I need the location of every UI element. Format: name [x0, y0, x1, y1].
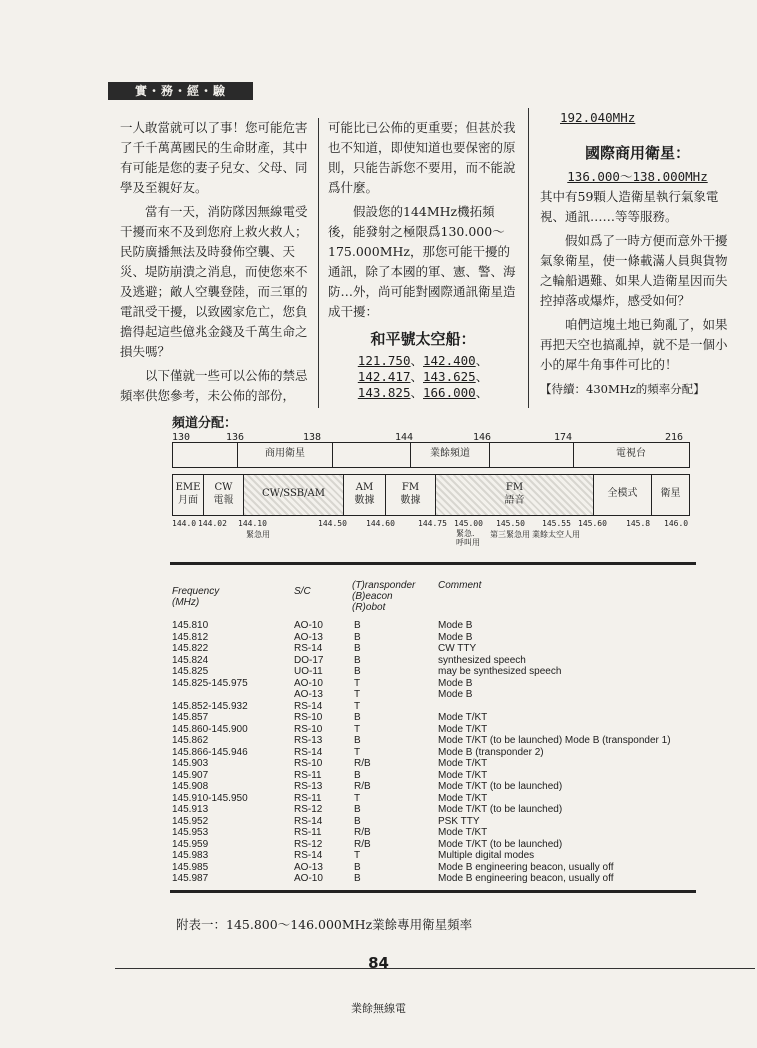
cell-frequency: 145.959 [172, 838, 209, 850]
band-allocation-diagram [168, 412, 693, 552]
cell-frequency: 145.860-145.900 [172, 723, 248, 735]
cell-type: R/B [354, 781, 371, 792]
paragraph: 假設您的144MHz機拓頻後，能發射之極限爲130.000～175.000MHz，那您可能干擾的通訊，除了本國的軍、憲、警、海防…外，尚可能對國際通訊衛星造成干擾： [328, 204, 516, 319]
band-segment: 衛星 [651, 475, 689, 515]
table-body [172, 620, 692, 885]
cell-frequency: 145.857 [172, 712, 209, 723]
band-segment: EME 月面 [175, 482, 201, 506]
freq: 121.750 [357, 353, 411, 368]
cell-type: R/B [354, 758, 371, 769]
table-row [172, 850, 692, 862]
cell-sc: RS-14 [294, 850, 323, 861]
cell-sc: RS-10 [294, 758, 323, 769]
cell-frequency: 145.983 [172, 850, 209, 861]
cell-type: B [354, 643, 361, 654]
cell-comment: Mode T/KT (to be launched) Mode B (transponder 1) [438, 735, 671, 746]
tick-label: 144.60 [366, 519, 395, 528]
cell-frequency: 145.862 [172, 735, 209, 746]
table-row [172, 712, 692, 724]
freq: 142.417 [357, 369, 411, 384]
table-row [172, 701, 692, 713]
cell-type: B [354, 804, 361, 815]
cell-sc: AO-13 [294, 861, 323, 873]
cell-frequency: 145.866-145.946 [172, 746, 248, 758]
band-note: 業餘太空人用 [532, 530, 580, 539]
band-segment: CW/SSB/AM [243, 475, 343, 515]
cell-type: T [354, 677, 361, 689]
cell-frequency: 145.825 [172, 666, 209, 677]
tick-label: 145.60 [578, 519, 607, 528]
cell-comment: CW TTY [438, 643, 477, 654]
cell-sc: RS-14 [294, 643, 323, 654]
cell-comment: Mode B engineering beacon, usually off [438, 861, 614, 873]
cell-sc: RS-11 [294, 769, 322, 781]
tick-label: 146.0 [664, 519, 689, 528]
cell-sc: RS-12 [294, 838, 323, 850]
continued-note: 【待續：430MHz的頻率分配】 [540, 382, 705, 396]
cell-comment: Mode B [438, 631, 473, 643]
cell-comment: Mode T/KT [438, 769, 488, 781]
cell-type: B [354, 666, 361, 677]
freq: 143.825 [357, 385, 411, 400]
header-sc: S/C [294, 586, 311, 597]
paragraph: 其中有59顆人造衛星執行氣象電視、通訊……等等服務。 [540, 189, 719, 224]
tick-label: 144 [395, 432, 414, 443]
cell-type: B [354, 769, 361, 781]
cell-comment: Mode T/KT [438, 827, 488, 838]
table-row [172, 804, 692, 816]
cell-comment: Mode B [438, 677, 473, 689]
cell-type: R/B [354, 827, 371, 838]
table-row [172, 747, 692, 759]
cell-type: B [354, 873, 361, 884]
cell-sc: RS-14 [294, 815, 323, 827]
band-note: 緊急用 [246, 530, 270, 539]
cell-sc: RS-11 [294, 792, 322, 804]
paragraph: 假如爲了一時方便而意外干擾氣象衛星，使一條載滿人員與貨物之輪船遇難、如果人造衛星因而失控掉落或爆炸，感受如何？ [540, 233, 728, 308]
cell-comment: Mode T/KT [438, 758, 488, 769]
header-tbr: (T)ransponder (B)eacon (R)obot [352, 580, 416, 613]
cell-comment: Mode B (transponder 2) [438, 746, 544, 758]
cell-sc: AO-10 [294, 620, 323, 631]
tick-label: 138 [303, 432, 322, 443]
cell-frequency: 145.822 [172, 643, 209, 654]
cell-comment: synthesized speech [438, 654, 526, 666]
cell-sc: RS-11 [294, 827, 322, 838]
cell-sc: AO-10 [294, 873, 323, 884]
column-3 [540, 108, 735, 399]
band-segment: CW 電報 [203, 475, 243, 515]
table-row [172, 873, 692, 885]
cell-type: B [354, 861, 361, 873]
tick-label: 145.55 [542, 519, 571, 528]
cell-frequency: 145.824 [172, 654, 209, 666]
table-row [172, 827, 692, 839]
cell-sc: UO-11 [294, 666, 323, 677]
table-row [172, 724, 692, 736]
tick-label: 136 [226, 432, 245, 443]
paragraph: 咱們這塊土地已夠亂了，如果再把天空也搞亂掉，就不是一個小小的犀牛角事件可比的！ [540, 317, 728, 372]
cell-sc: AO-13 [294, 631, 323, 643]
table-row [172, 793, 692, 805]
cell-type: T [354, 850, 361, 861]
cell-type: T [354, 792, 361, 804]
cell-frequency: 145.812 [172, 631, 209, 643]
cell-comment: Mode B [438, 689, 473, 700]
tick-label: 145.8 [626, 519, 651, 528]
cell-sc: RS-13 [294, 735, 323, 746]
cell-frequency: 145.903 [172, 758, 209, 769]
cell-type: T [354, 723, 361, 735]
section-tag: 實・務・經・驗 [108, 82, 253, 100]
band-segment: AM 數據 [343, 475, 385, 515]
cell-type: B [354, 654, 361, 666]
band-note: 緊急．呼叫用 [456, 529, 480, 547]
table-caption: 附表一：145.800～146.000MHz業餘專用衛星頻率 [176, 917, 473, 932]
cell-sc: AO-10 [294, 677, 323, 689]
column-divider [528, 108, 529, 408]
mir-frequencies: 121.750、142.400、 142.417、143.625、 143.825、166.000、 [357, 353, 489, 400]
paragraph: 以下僅就一些可以公佈的禁忌頻率供您參考，未公佈的部份， [120, 368, 308, 403]
tick-label: 145.00 [454, 519, 483, 528]
tick-label: 144.75 [418, 519, 447, 528]
cell-frequency: 145.825-145.975 [172, 677, 248, 689]
top-band-bar [172, 442, 690, 468]
cell-type: R/B [354, 838, 371, 850]
table-top-rule [170, 562, 696, 565]
cell-sc: RS-14 [294, 700, 323, 712]
tick-label: 144.02 [198, 519, 227, 528]
tick-label: 145.50 [496, 519, 525, 528]
cell-type: B [354, 815, 361, 827]
cell-type: B [354, 735, 361, 746]
cell-type: B [354, 712, 361, 723]
band-segment: 電視台 [573, 443, 688, 467]
cell-type: T [354, 700, 361, 712]
band-segment: 全模式 [593, 475, 651, 515]
cell-sc: RS-12 [294, 804, 323, 815]
column-1 [120, 118, 310, 410]
cell-frequency: 145.908 [172, 781, 209, 792]
table-row [172, 643, 692, 655]
header-comment: Comment [438, 580, 482, 591]
tick-label: 174 [554, 432, 573, 443]
cell-comment: Mode T/KT (to be launched) [438, 838, 563, 850]
cell-type: T [354, 689, 361, 700]
paragraph: 一人敢當就可以了事！您可能危害了千千萬萬國民的生命財產，其中有可能是您的妻子兒女、父母、同學及至親好友。 [120, 120, 308, 195]
paragraph: 可能比已公佈的更重要；但甚於我也不知道，即使知道也要保密的原則，只能告訴您不要用，而不能說爲什麼。 [328, 120, 516, 195]
cell-comment: Mode T/KT [438, 712, 488, 723]
band-segment: FM 語音 [435, 475, 593, 515]
band-segment: 商用衛星 [237, 443, 332, 467]
table-row [172, 735, 692, 747]
table-bottom-rule [170, 890, 696, 893]
cell-comment: may be synthesized speech [438, 666, 562, 677]
cell-sc: DO-17 [294, 654, 324, 666]
intl-range: 136.000～138.000MHz [567, 169, 708, 184]
cell-type: B [354, 620, 361, 631]
magazine-name: 業餘無線電 [351, 1002, 406, 1015]
cell-frequency: 145.953 [172, 827, 209, 838]
table-row [172, 839, 692, 851]
header-frequency: Frequency (MHz) [172, 586, 220, 608]
cell-comment: Multiple digital modes [438, 850, 535, 861]
column-2 [328, 118, 518, 401]
cell-frequency: 145.852-145.932 [172, 700, 248, 712]
table-row [172, 816, 692, 828]
table-row [172, 689, 692, 701]
table-row [172, 678, 692, 690]
tick-label: 216 [665, 432, 684, 443]
paragraph: 當有一天，消防隊因無線電受干擾而來不及到您府上救火救人；民防廣播無法及時發佈空襲、天災、堤防崩潰之消息，而使您來不及逃避；敵人空襲登陸，而三軍的電訊受干擾，以致國家危亡，您負擔得起這些億兆金錢及千萬生命之損失嗎？ [120, 204, 308, 359]
freq: 166.000 [423, 385, 476, 400]
cell-frequency: 145.907 [172, 769, 209, 781]
table-row [172, 758, 692, 770]
tick-label: 130 [172, 432, 191, 443]
band-segment: 業餘頻道 [410, 443, 490, 467]
cell-sc: RS-13 [294, 781, 323, 792]
freq: 143.625 [423, 369, 476, 384]
cell-comment: Mode B [438, 620, 473, 631]
tick-label: 146 [473, 432, 492, 443]
diagram-title: 頻道分配： [172, 416, 238, 431]
top-frequency: 192.040MHz [560, 110, 636, 125]
cell-comment: Mode T/KT (to be launched) [438, 804, 563, 815]
table-row [172, 620, 692, 632]
cell-frequency: 145.913 [172, 804, 209, 815]
cell-comment: PSK TTY [438, 815, 480, 827]
cell-frequency: 145.952 [172, 815, 209, 827]
table-row [172, 770, 692, 782]
cell-frequency: 145.987 [172, 873, 209, 884]
band-note: 第三緊急用 [490, 530, 530, 539]
cell-type: B [354, 631, 361, 643]
cell-comment: Mode T/KT [438, 723, 488, 735]
mir-title: 和平號太空船： [370, 330, 476, 348]
cell-sc: RS-10 [294, 712, 323, 723]
freq: 142.400 [423, 353, 476, 368]
intl-title: 國際商用衛星： [584, 144, 690, 162]
cell-comment: Mode T/KT [438, 792, 488, 804]
table-row [172, 655, 692, 667]
cell-type: T [354, 746, 361, 758]
cell-comment: Mode T/KT (to be launched) [438, 781, 563, 792]
tick-label: 144.10 [238, 519, 267, 528]
table-row [172, 862, 692, 874]
table-row [172, 781, 692, 793]
cell-frequency: 145.985 [172, 861, 209, 873]
bottom-band-bar [172, 474, 690, 516]
cell-sc: AO-13 [294, 689, 323, 700]
tick-label: 144.50 [318, 519, 347, 528]
table-row [172, 632, 692, 644]
table-row [172, 666, 692, 678]
cell-sc: RS-10 [294, 723, 323, 735]
cell-frequency: 145.810 [172, 620, 209, 631]
band-segment: FM 數據 [385, 475, 435, 515]
cell-comment: Mode B engineering beacon, usually off [438, 873, 614, 884]
column-divider [318, 118, 319, 408]
tick-label: 144.0 [172, 519, 197, 528]
cell-sc: RS-14 [294, 746, 323, 758]
cell-frequency: 145.910-145.950 [172, 792, 248, 804]
page-number: 84 [368, 954, 389, 972]
